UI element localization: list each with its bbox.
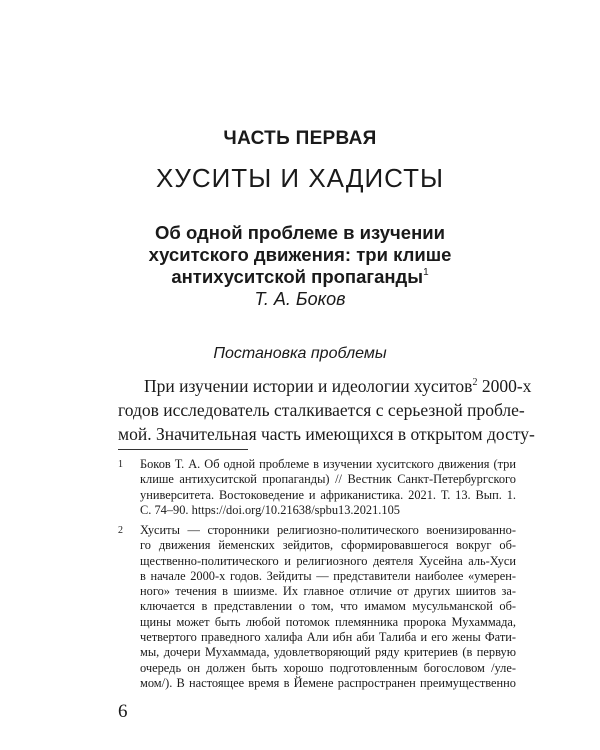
- footnote-text: Хуситы — сторонники религиозно-политического военизированно- го движения йеменских зейдитов, сформировавшегося вокруг об- щественно-политического и религиозного деятеля Хусейна аль-Хуси в начале 2000-х годов. Зейдиты — представители наиболее «умерен- ного» течения в шиизме. Их главное отличие от других шиитов за- ключается в представлении о том, что имамом мусульманской об- щины может быть любой потомок племянника пророка Мухаммада, четвертого праведного халифа Али ибн аби Талиба и его жены Фати- мы, дочери Мухаммада, удовлетворяющий ряду критериев (в первую очередь он должен быть хорошо подготовленным богословом /уле- мом/). В настоящее время в Йемене распространен преимущественно: [140, 523, 516, 690]
- page-number: 6: [118, 701, 128, 722]
- footnote-number: 1: [118, 459, 123, 470]
- part-label: ЧАСТЬ ПЕРВАЯ: [223, 128, 377, 149]
- section-heading: Постановка проблемы: [213, 345, 387, 362]
- body-line: годов исследователь сталкивается с серьезной пробле-: [118, 400, 525, 420]
- footnote-ref-2[interactable]: 2: [472, 377, 478, 388]
- footnote-divider: [118, 449, 248, 450]
- chapter-title-line: хуситского движения: три клише: [148, 244, 452, 265]
- body-paragraph: [118, 374, 535, 446]
- footnote-2: [118, 523, 516, 691]
- chapter-title: [0, 222, 600, 288]
- footnote-ref-1[interactable]: 1: [423, 267, 429, 278]
- author: Т. А. Боков: [254, 289, 346, 309]
- chapter-title-line: Об одной проблеме в изучении: [154, 222, 445, 243]
- footnote-number: 2: [118, 525, 123, 536]
- part-title: ХУСИТЫ И ХАДИСТЫ: [155, 163, 444, 193]
- chapter-title-line: антихуситской пропаганды: [171, 266, 424, 287]
- body-line: мой. Значительная часть имеющихся в открытом досту-: [118, 424, 535, 444]
- footnote-link[interactable]: С. 74–90. https://doi.org/10.21638/spbu13.2021.105: [140, 502, 400, 517]
- footnote-1: [118, 457, 516, 518]
- footnote-text: Боков Т. А. Об одной проблеме в изучении хуситского движения (три клише антихуситской пропаганды) // Вестник Санкт-Петербургского университета. Востоковедение и африканистика. 2021. Т. 13. Вып. 1. С. 74–90. https://doi.org/10.21638/spbu13.2021.105: [140, 457, 516, 517]
- body-line: При изучении истории и идеологии хуситов$^2$ 2000-х: [144, 376, 532, 396]
